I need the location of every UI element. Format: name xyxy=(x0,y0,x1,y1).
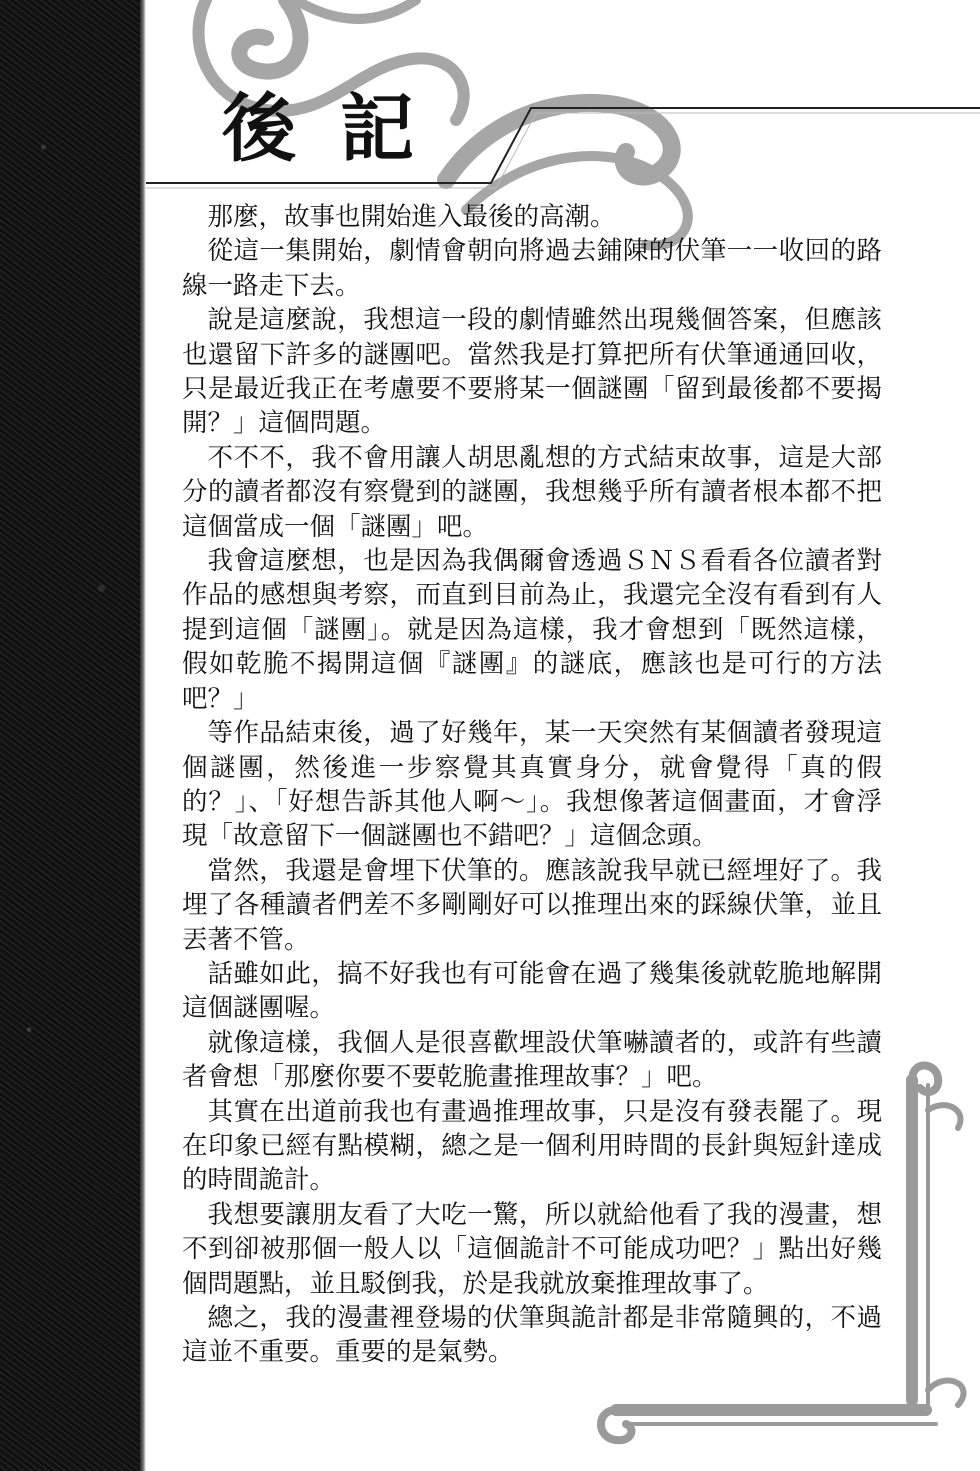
paragraph: 不不不，我不會用讓人胡思亂想的方式結束故事，這是大部分的讀者都沒有察覺到的謎團，我想幾乎所有讀者根本都不把這個當成一個「謎團」吧。 xyxy=(182,442,882,542)
page-title: 後記 xyxy=(222,86,458,172)
paragraph: 就像這樣，我個人是很喜歡埋設伏筆嚇讀者的，或許有些讀者會想「那麼你要不要乾脆畫推理故事？」吧。 xyxy=(182,1027,882,1093)
paragraph: 那麼，故事也開始進入最後的高潮。 xyxy=(207,202,616,232)
paragraph: 話雖如此，搞不好我也有可能會在過了幾集後就乾脆地解開這個謎團喔。 xyxy=(182,958,882,1024)
paragraph: 當然，我還是會埋下伏筆的。應該說我早就已經埋好了。我埋了各種讀者們差不多剛剛好可以推理出來的踩線伏筆，並且丟著不管。 xyxy=(182,855,882,955)
paragraph: 其實在出道前我也有畫過推理故事，只是沒有發表罷了。現在印象已經有點模糊，總之是一個利用時間的長針與短針達成的時間詭計。 xyxy=(182,1096,882,1196)
paragraph: 總之，我的漫畫裡登場的伏筆與詭計都是非常隨興的，不過這並不重要。重要的是氣勢。 xyxy=(182,1303,882,1368)
paragraph: 我會這麼想，也是因為我偶爾會透過ＳＮＳ看看各位讀者對作品的感想與考察，而直到目前為止，我還完全沒有看到有人提到這個「謎團」。就是因為這樣，我才會想到「既然這樣，假如乾脆不揭開這個『謎團』的謎底，應該也是可行的方法吧？」 xyxy=(182,546,882,714)
paragraph: 我想要讓朋友看了大吃一驚，所以就給他看了我的漫畫，想不到卻被那個一般人以「這個詭計不可能成功吧？」點出好幾個問題點，並且駁倒我，於是我就放棄推理故事了。 xyxy=(182,1199,882,1299)
paragraph: 等作品結束後，過了好幾年，某一天突然有某個讀者發現這個謎團，然後進一步察覺其真實身分，就會覺得「真的假的？」、「好想告訴其他人啊～」。我想像著這個畫面，才會浮現「故意留下一個謎團也不錯吧？」這個念頭。 xyxy=(182,718,882,852)
paragraph: 從這一集開始，劇情會朝向將過去鋪陳的伏筆一一收回的路線一路走下去。 xyxy=(182,236,882,301)
paragraph: 說是這麼說，我想這一段的劇情雖然出現幾個答案，但應該也還留下許多的謎團吧。當然我是打算把所有伏筆通通回收，只是最近我正在考慮要不要將某一個謎團「留到最後都不要揭開？」這個問題。 xyxy=(182,305,882,439)
afterword-body xyxy=(182,200,882,1370)
left-texture-border xyxy=(0,0,145,1471)
